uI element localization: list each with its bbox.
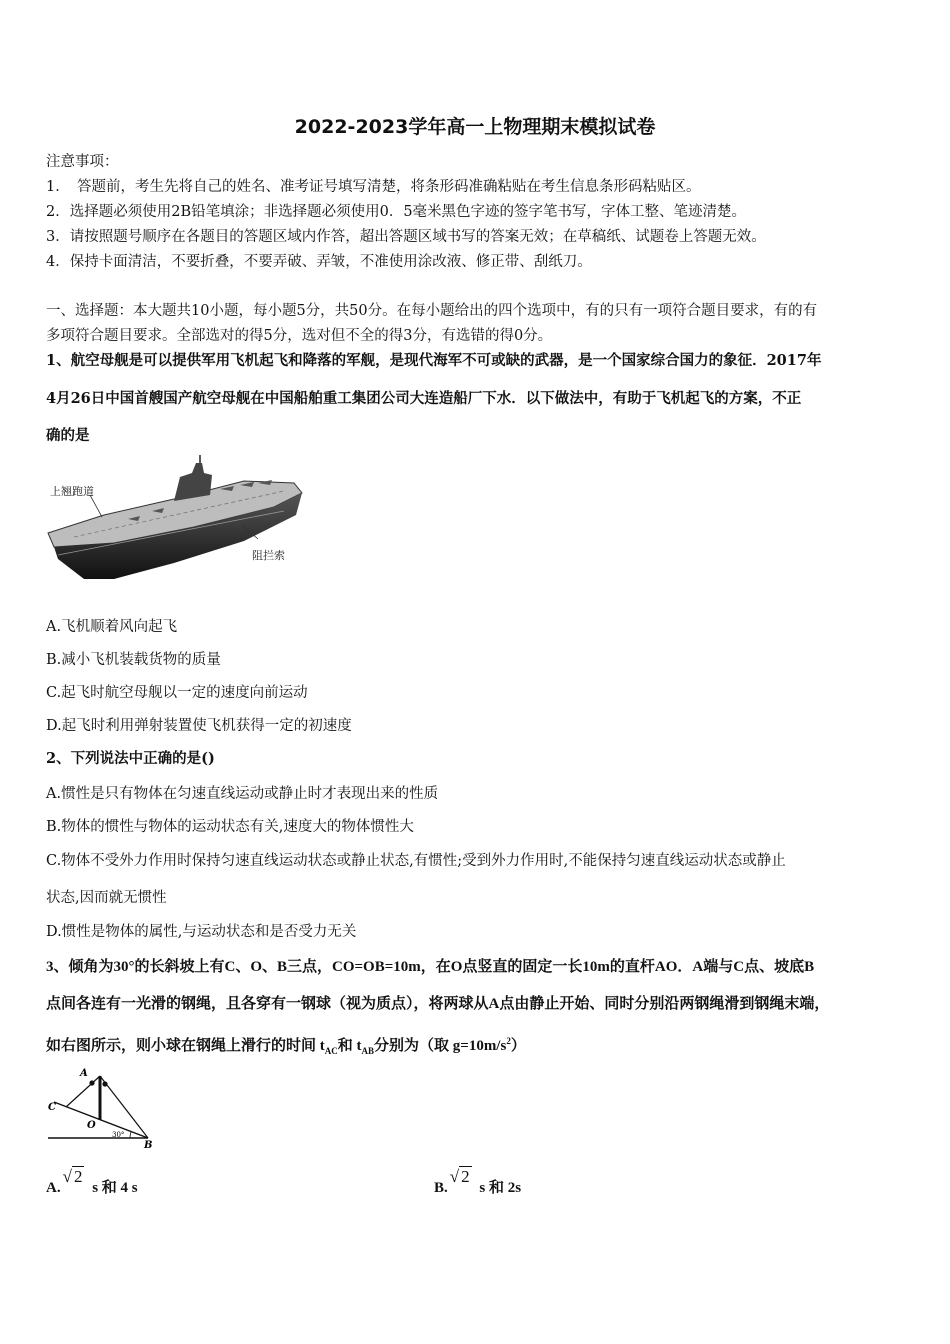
q3-option-b bbox=[434, 1167, 522, 1197]
q1-stem-line3: 确的是 bbox=[46, 427, 90, 444]
slope-diagram bbox=[44, 1058, 164, 1150]
q3-line3-mid: 和 t bbox=[337, 1038, 362, 1054]
q3-option-a bbox=[46, 1167, 138, 1197]
q2-stem: 2、下列说法中正确的是() bbox=[46, 750, 215, 767]
q3-option-b-radicand: 2 bbox=[461, 1167, 470, 1186]
sqrt-icon: √ 2 bbox=[449, 1167, 470, 1186]
q1-option-d: D.起飞时利用弹射装置使飞机获得一定的初速度 bbox=[46, 718, 352, 734]
q3-option-b-rest: s 和 2s bbox=[475, 1180, 522, 1196]
q3-line3-end: ） bbox=[510, 1038, 526, 1054]
subscript-ac: AC bbox=[324, 1046, 338, 1056]
q2-option-c-line1: C.物体不受外力作用时保持匀速直线运动状态或静止状态,有惯性;受到外力作用时,不能保持匀速直线运动状态或静止 bbox=[46, 853, 786, 869]
q3-stem-line1: 3、倾角为30°的长斜坡上有C、O、B三点，CO=OB=10m，在O点竖直的固定一长10m的直杆AO．A端与C点、坡底B bbox=[46, 959, 815, 975]
page-title: 2022-2023学年高一上物理期末模拟试卷 bbox=[294, 116, 656, 138]
q3-option-a-radicand: 2 bbox=[73, 1167, 83, 1186]
subscript-ab: AB bbox=[361, 1046, 375, 1056]
label-angle: 30° bbox=[112, 1131, 125, 1139]
notice-item-1: 1． 答题前，考生先将自己的姓名、准考证号填写清楚，将条形码准确粘贴在考生信息条形码粘贴区。 bbox=[46, 179, 701, 195]
q1-option-c: C.起飞时航空母舰以一定的速度向前运动 bbox=[46, 685, 308, 701]
label-point-a: A bbox=[80, 1068, 88, 1079]
q3-stem-line3 bbox=[46, 1031, 526, 1061]
section1-instruction-2: 多项符合题目要求。全部选对的得5分，选对但不全的得3分，有选错的得0分。 bbox=[46, 328, 553, 344]
section1-instruction-1: 一、选择题：本大题共10小题，每小题5分，共50分。在每小题给出的四个选项中，有的只有一项符合题目要求，有的有 bbox=[46, 303, 818, 319]
q2-option-b: B.物体的惯性与物体的运动状态有关,速度大的物体惯性大 bbox=[46, 819, 414, 835]
q2-option-a: A.惯性是只有物体在匀速直线运动或静止时才表现出来的性质 bbox=[46, 786, 439, 802]
q1-stem-line2: 4月26日中国首艘国产航空母舰在中国船舶重工集团公司大连造船厂下水．以下做法中，有助于飞机起飞的方案，不正 bbox=[46, 390, 802, 407]
notice-heading: 注意事项： bbox=[46, 154, 119, 170]
aircraft-carrier-figure bbox=[44, 455, 306, 585]
label-point-o: O bbox=[87, 1120, 96, 1131]
q3-option-b-letter: B. bbox=[434, 1180, 448, 1196]
q1-stem-line1: 1、航空母舰是可以提供军用飞机起飞和降落的军舰，是现代海军不可或缺的武器，是一个国家综合国力的象征．2017年 bbox=[46, 352, 822, 369]
q3-line3-pre: 如右图所示，则小球在钢绳上滑行的时间 t bbox=[46, 1038, 325, 1054]
notice-item-4: 4．保持卡面清洁，不要折叠，不要弄破、弄皱，不准使用涂改液、修正带、刮纸刀。 bbox=[46, 254, 592, 270]
label-point-c: C bbox=[48, 1102, 56, 1113]
q3-option-a-letter: A. bbox=[46, 1180, 61, 1196]
q2-option-d: D.惯性是物体的属性,与运动状态和是否受力无关 bbox=[46, 924, 357, 940]
notice-item-3: 3．请按照题号顺序在各题目的答题区域内作答，超出答题区域书写的答案无效；在草稿纸、试题卷上答题无效。 bbox=[46, 229, 766, 245]
q1-option-a: A.飞机顺着风向起飞 bbox=[46, 619, 178, 635]
q3-line3-post: 分别为（取 g=10m/s bbox=[374, 1038, 507, 1054]
label-upturned-runway: 上翘跑道 bbox=[50, 485, 94, 498]
notice-item-2: 2．选择题必须使用2B铅笔填涂；非选择题必须使用0．5毫米黑色字迹的签字笔书写，字体工整、笔迹清楚。 bbox=[46, 204, 747, 220]
q1-option-b: B.减小飞机装载货物的质量 bbox=[46, 652, 221, 668]
sqrt-icon: √ 2 bbox=[62, 1167, 83, 1186]
superscript-2: 2 bbox=[506, 1036, 511, 1046]
q3-stem-line2: 点间各连有一光滑的钢绳，且各穿有一钢球（视为质点），将两球从A点由静止开始、同时分别沿两钢绳滑到钢绳末端， bbox=[46, 996, 830, 1012]
q3-option-a-rest: s 和 4 s bbox=[88, 1180, 138, 1196]
label-arresting-cable: 阻拦索 bbox=[252, 549, 285, 562]
label-point-b: B bbox=[144, 1140, 153, 1150]
q2-option-c-line2: 状态,因而就无惯性 bbox=[46, 890, 167, 906]
